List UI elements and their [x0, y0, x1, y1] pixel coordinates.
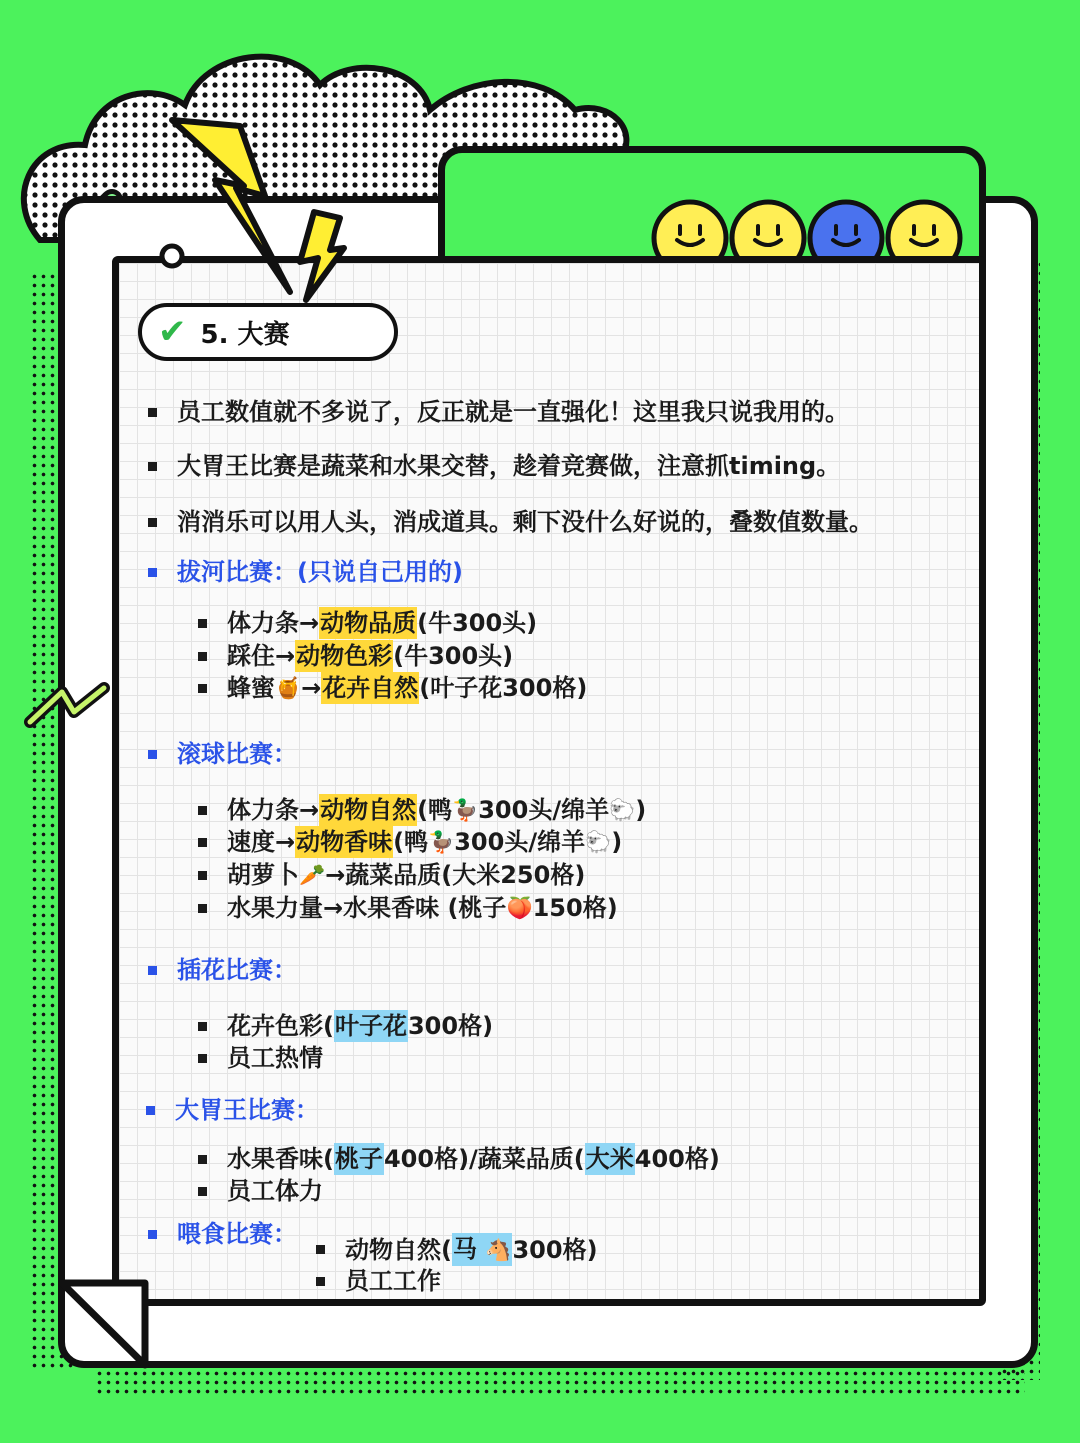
honey-icon: 🍯 — [275, 676, 302, 700]
item-text: 喂食比赛： — [177, 1220, 297, 1248]
list-item — [148, 450, 840, 482]
item-text: 花卉色彩( — [227, 1012, 334, 1040]
horse-icon: 🐴 — [485, 1238, 512, 1262]
sheep-icon: 🐑 — [609, 798, 636, 822]
sheep-icon: 🐑 — [585, 830, 612, 854]
section-heading-eat — [146, 1094, 319, 1126]
section-heading-tug — [148, 556, 463, 588]
item-text: ) — [635, 796, 647, 824]
list-item — [148, 506, 873, 538]
list-item — [198, 607, 537, 639]
list-item — [198, 826, 622, 858]
bullet — [198, 1187, 207, 1196]
item-text: 体力条→ — [227, 609, 320, 637]
item-text: (牛300头) — [393, 642, 514, 670]
item-text: 体力条→ — [227, 796, 320, 824]
item-text: 叶子花 — [334, 1012, 407, 1040]
bullet — [148, 966, 157, 975]
item-text: 员工热情 — [227, 1044, 323, 1072]
bullet — [148, 1230, 157, 1239]
bullet — [198, 838, 207, 847]
list-item — [198, 892, 618, 924]
item-text: 动物品质 — [320, 609, 417, 637]
item-text: 滚球比赛： — [177, 740, 297, 768]
list-item — [198, 794, 646, 826]
list-item — [198, 1143, 720, 1175]
item-text: 300格) — [407, 1012, 494, 1040]
bullet — [316, 1245, 325, 1254]
item-text: (牛300头) — [417, 609, 538, 637]
bullet — [198, 619, 207, 628]
bullet — [198, 684, 207, 693]
bullet — [148, 518, 157, 527]
bullet — [198, 871, 207, 880]
item-text: 150格) — [532, 894, 618, 922]
bullet — [198, 1022, 207, 1031]
list-item — [198, 672, 587, 704]
item-text: 胡萝卜 — [227, 861, 299, 889]
item-text: (鸭 — [417, 796, 453, 824]
item-text: 员工工作 — [345, 1267, 441, 1295]
item-text: 400格)/蔬菜品质( — [383, 1145, 585, 1173]
item-text: → — [301, 674, 322, 702]
item-text: 消消乐可以用人头，消成道具。剩下没什么好说的，叠数值数量。 — [177, 508, 873, 536]
item-text: 动物色彩 — [296, 642, 393, 670]
item-text: ) — [611, 828, 623, 856]
list-item — [198, 859, 585, 891]
bullet — [148, 462, 157, 471]
item-text: 大胃王比赛是蔬菜和水果交替，趁着竞赛做，注意抓timing。 — [177, 452, 841, 480]
item-text: 300头/绵羊 — [478, 796, 610, 824]
item-text: 动物香味 — [296, 828, 393, 856]
bullet — [198, 652, 207, 661]
list-item — [316, 1265, 441, 1297]
item-text: →蔬菜品质(大米250格) — [325, 861, 586, 889]
item-text: 水果香味( — [227, 1145, 334, 1173]
bullet — [146, 1106, 155, 1115]
item-text: 速度→ — [227, 828, 296, 856]
item-text: 拔河比赛：(只说自己用的) — [177, 558, 463, 586]
list-item — [198, 1010, 493, 1042]
section-heading-roll — [148, 738, 297, 770]
item-text: 蜂蜜 — [227, 674, 275, 702]
bullet — [198, 904, 207, 913]
bullet — [148, 750, 157, 759]
list-item — [198, 1042, 323, 1074]
list-item — [198, 1175, 323, 1207]
item-text: 踩住→ — [227, 642, 296, 670]
list-item — [148, 396, 849, 428]
item-text: 员工数值就不多说了，反正就是一直强化！这里我只说我用的。 — [177, 398, 849, 426]
item-text: 水果力量→水果香味 (桃子 — [227, 894, 507, 922]
item-text: 大胃王比赛： — [175, 1096, 319, 1124]
item-text: 300头/绵羊 — [454, 828, 586, 856]
bullet — [198, 1054, 207, 1063]
list-item — [198, 640, 513, 672]
item-text: (鸭 — [393, 828, 429, 856]
item-text: (叶子花300格) — [419, 674, 588, 702]
peach-icon: 🍑 — [506, 896, 533, 920]
item-text: 插花比赛： — [177, 956, 297, 984]
bullet — [148, 568, 157, 577]
item-text: 马 — [452, 1235, 486, 1263]
list-item — [316, 1233, 598, 1266]
section-heading-flower — [148, 954, 297, 986]
item-text: 员工体力 — [227, 1177, 323, 1205]
item-text: 300格) — [512, 1235, 598, 1264]
check-icon: ✔ — [158, 312, 187, 352]
duck-icon: 🦆 — [452, 798, 479, 822]
item-text: 桃子 — [334, 1145, 383, 1173]
section-heading-feed — [148, 1218, 297, 1250]
page-title: 5. 大赛 — [200, 319, 290, 350]
bullet — [198, 806, 207, 815]
item-text: 花卉自然 — [322, 674, 419, 702]
carrot-icon: 🥕 — [299, 863, 326, 887]
item-text: 大米 — [585, 1145, 634, 1173]
duck-icon: 🦆 — [428, 830, 455, 854]
bullet — [316, 1277, 325, 1286]
item-text: 400格) — [634, 1145, 720, 1173]
bullet — [148, 408, 157, 417]
item-text — [452, 1233, 513, 1266]
item-text: 动物自然 — [320, 796, 417, 824]
item-text: 动物自然( — [345, 1235, 452, 1264]
bullet — [198, 1155, 207, 1164]
